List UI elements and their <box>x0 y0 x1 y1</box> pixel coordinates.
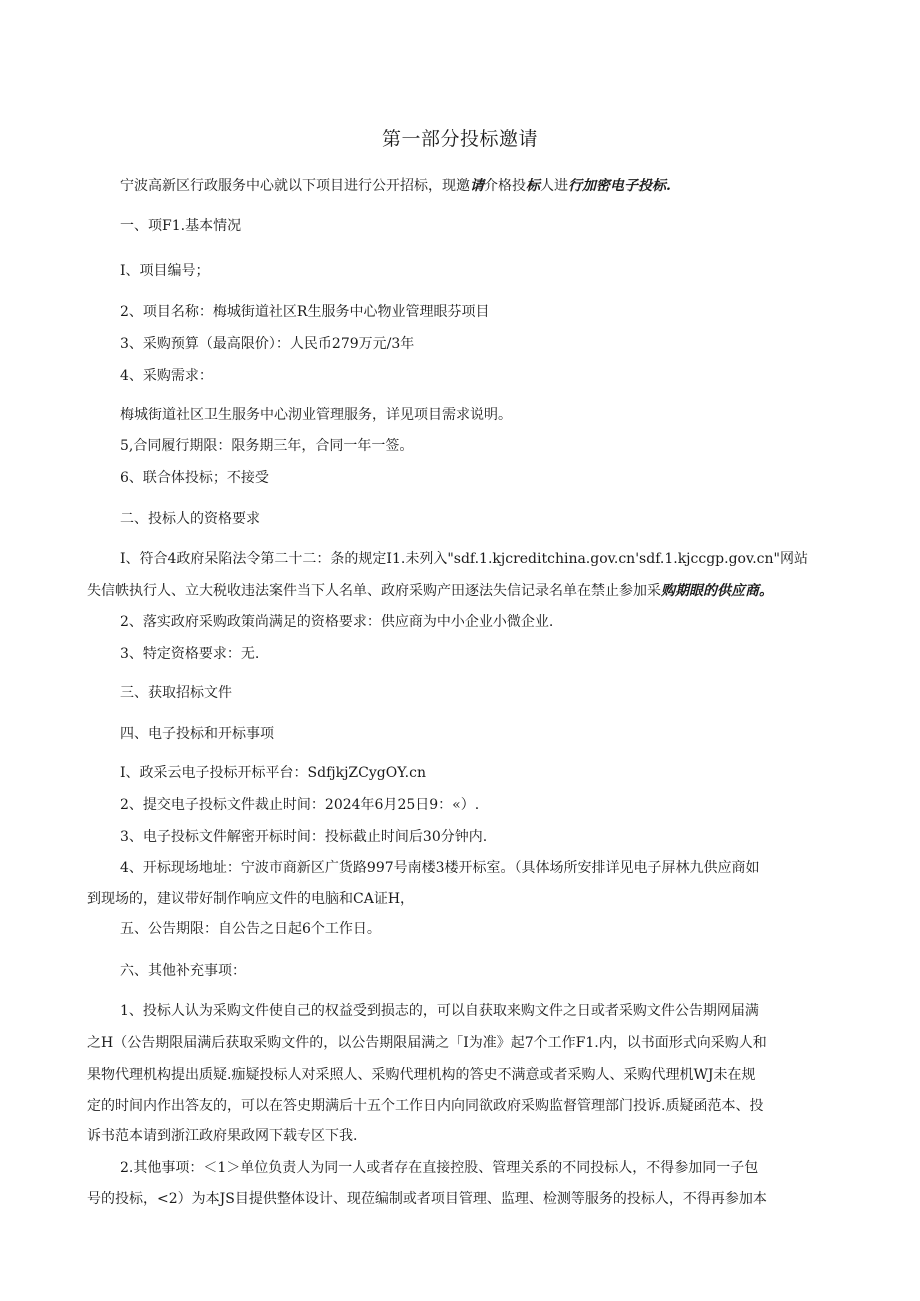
section-heading: 五、公告期限：自公告之日起6个工作日。 <box>120 921 381 937</box>
paragraph-line: 2.其他事项：＜1＞单位负责人为同一人或者存在直接控股、管理关系的不同投标人，不得参加同一子包 <box>120 1160 759 1176</box>
intro-bold: 标 <box>526 178 540 194</box>
list-item: 5,合同履行期限：限务期三年，合同一年一签。 <box>120 438 414 454</box>
intro-text: 介格投 <box>484 178 526 194</box>
list-item: 2、落实政府采购政策尚满足的资格要求：供应商为中小企业小微企业. <box>120 614 554 630</box>
paragraph-line: 号的投标，<2）为本JS目提供整体设计、现莅编制或者项目管理、监理、检测等服务的投标人，不得再参加本 <box>87 1191 767 1207</box>
list-item-bold: 购期眼的供应商。 <box>661 583 773 599</box>
list-item: 梅城街道社区卫生服务中心沏业管理服务，详见项目需求说明。 <box>120 407 512 423</box>
list-item: I、政采云电子投标开标平台：SdfjkjZCygOY.cn <box>120 765 426 781</box>
list-item: 3、电子投标文件解密开标时间：投标截止时间后30分钟内. <box>120 829 488 845</box>
intro-text: 宁波高新区行政服务中心就以下项目进行公开招标，现邀 <box>120 178 470 194</box>
intro-bold: 请 <box>470 178 484 194</box>
list-item: I、符合4政府呆陷法令第二十二：条的规定I1.未列入"sdf.1.kjcreditchina.gov.cn'sdf.1.kjccgp.gov.cn"网站 <box>120 551 808 567</box>
section-heading: 二、投标人的资格要求 <box>120 511 260 527</box>
paragraph-line: 定的时间内作出答友的，可以在答史期满后十五个工作日内向同欲政府采购监督管理部门投诉.质疑函范本、投 <box>87 1098 764 1114</box>
list-item: 2、提交电子投标文件裁止时间：2024年6月25日9：«）. <box>120 797 480 813</box>
paragraph-line: 1、投标人认为采购文件使自己的权益受到损志的，可以自获取来购文件之日或者采购文件公告期网届满 <box>120 1003 759 1019</box>
list-item-text: 失信帙执行人、立大税收违法案件当下人名单、政府采购产田逐法失信记录名单在禁止参加采 <box>87 583 661 599</box>
section-heading: 一、项F1.基本情况 <box>120 218 242 234</box>
list-item: 3、特定资格要求：无. <box>120 646 260 662</box>
paragraph-line: 诉书范本请到浙江政府果政网下载专区下我. <box>87 1128 358 1144</box>
paragraph-line: 果物代理机构提出质疑.痂疑投标人对采照人、采购代理机构的答史不满意或者采购人、采购代理机WJ未在规 <box>87 1067 756 1083</box>
section-heading: 六、其他补充事项： <box>120 963 246 979</box>
section-heading: 三、获取招标文件 <box>120 685 232 701</box>
list-item: I、项目编号； <box>120 263 210 279</box>
list-item-continuation <box>87 582 773 600</box>
section-heading: 四、电子投标和开标事项 <box>120 726 274 742</box>
list-item: 4、采购需求： <box>120 368 213 384</box>
page-title: 第一部分投标邀请 <box>381 128 538 150</box>
list-item: 2、项目名称：梅城街道社区R生服务中心物业管理眼芬项目 <box>120 304 490 320</box>
list-item: 6、联合体投标；不接受 <box>120 470 269 486</box>
intro-bold: 行加密电子投标. <box>568 178 671 194</box>
intro-paragraph <box>120 177 671 195</box>
list-item: 3、采购预算（最高限价）：人民币279万元/3年 <box>120 336 415 352</box>
intro-text: 人进 <box>540 178 568 194</box>
list-item-continuation: 到现场的，建议带好制作响应文件的电脑和CA证H， <box>87 891 415 907</box>
paragraph-line: 之H（公告期限届满后获取采购文件的，以公告期限届满之「I为准》起7个工作F1.内，以书面形式向采购人和 <box>87 1035 767 1051</box>
list-item: 4、开标现场地址：宁波市商新区广货路997号南楼3楼开标室。（具体场所安排详见电子屏林九供应商如 <box>120 860 760 876</box>
